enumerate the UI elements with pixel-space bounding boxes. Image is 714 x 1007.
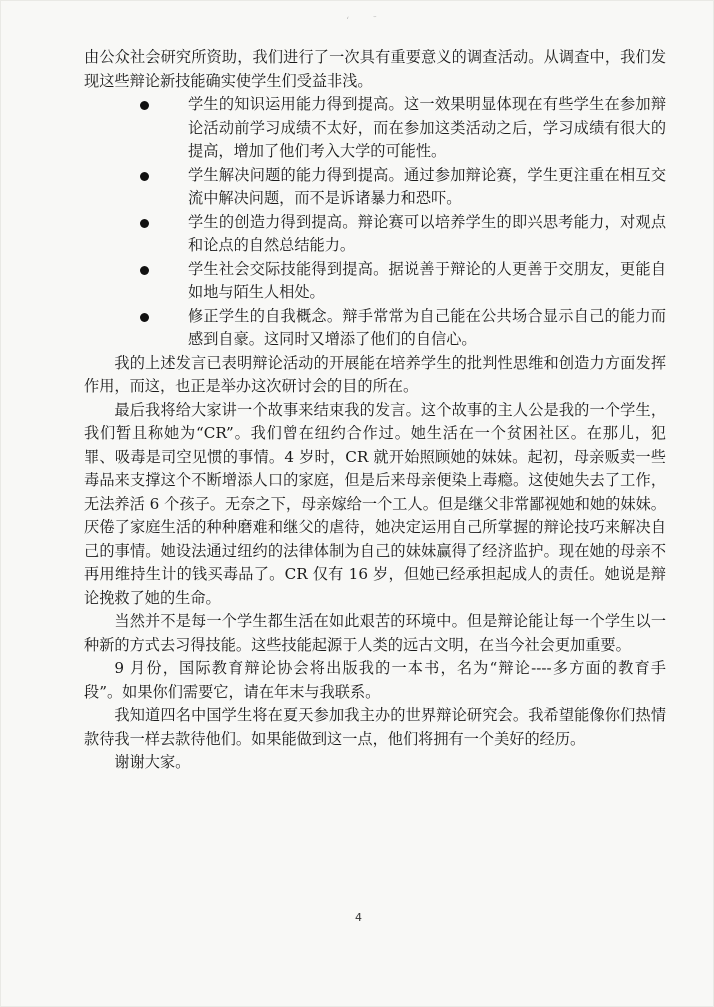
intro-paragraph: 由公众社会研究所资助，我们进行了一次具有重要意义的调查活动。从调查中，我们发现这些辩论新技能确实使学生们受益非浅。: [84, 48, 666, 90]
benefit-text-4: 学生社会交际技能得到提高。据说善于辩论的人更善于交朋友，更能自如地与陌生人相处。: [188, 259, 666, 301]
bullet-dot-icon: [140, 313, 149, 322]
benefit-item-5: [84, 305, 666, 352]
scan-mark: ‘ ˘: [346, 16, 388, 27]
page-number: 4: [355, 911, 362, 924]
paragraph-students: 我知道四名中国学生将在夏天参加我主办的世界辩论研究会。我希望能像你们热情款待我一样去款待他们。如果能做到这一点，他们将拥有一个美好的经历。: [84, 706, 666, 748]
document-body: [84, 46, 666, 775]
benefit-item-2: [84, 164, 666, 211]
benefit-text-5: 修正学生的自我概念。辩手常常为自己能在公共场合显示自己的能力而感到自豪。这同时又增添了他们的自信心。: [188, 306, 666, 348]
benefit-text-3: 学生的创造力得到提高。辩论赛可以培养学生的即兴思考能力，对观点和论点的自然总结能力。: [188, 212, 666, 254]
paragraph-summary: 我的上述发言已表明辩论活动的开展能在培养学生的批判性思维和创造力方面发挥作用，而这，也正是举办这次研讨会的目的所在。: [84, 353, 666, 395]
paragraph-thanks: 谢谢大家。: [114, 753, 191, 771]
benefit-item-1: [84, 93, 666, 164]
paragraph-skills: 当然并不是每一个学生都生活在如此艰苦的环境中。但是辩论能让每一个学生以一种新的方式去习得技能。这些技能起源于人类的远古文明，在当今社会更加重要。: [84, 612, 666, 654]
paragraph-story: 最后我将给大家讲一个故事来结束我的发言。这个故事的主人公是我的一个学生，我们暂且称她为“CR”。我们曾在纽约合作过。她生活在一个贫困社区。在那儿，犯罪、吸毒是司空见惯的事情。4 岁时，CR 就开始照顾她的妹妹。起初，母亲贩卖一些毒品来支撑这个不断增添人口的家庭，但是后来母亲便染上毒瘾。这使她失去了工作，无法养活 6 个孩子。无奈之下，母亲嫁给一个工人。但是继父非常鄙视她和她的妹妹。厌倦了家庭生活的种种磨难和继父的虐待，她决定运用自己所掌握的辩论技巧来解决自己的事情。她设法通过纽约的法律体制为自己的妹妹赢得了经济监护。现在她的母亲不再用维持生计的钱买毒品了。CR 仅有 16 岁，但她已经承担起成人的责任。她说是辩论挽救了她的生命。: [84, 400, 666, 607]
benefits-list: [84, 93, 666, 352]
benefit-text-2: 学生解决问题的能力得到提高。通过参加辩论赛，学生更注重在相互交流中解决问题，而不是诉诸暴力和恐吓。: [188, 165, 666, 207]
benefit-item-3: [84, 211, 666, 258]
benefit-item-4: [84, 258, 666, 305]
bullet-dot-icon: [140, 266, 149, 275]
bullet-dot-icon: [140, 219, 149, 228]
paragraph-book: 9 月份，国际教育辩论协会将出版我的一本书，名为“辩论----多方面的教育手段”。如果你们需要它，请在年末与我联系。: [84, 659, 666, 701]
benefit-text-1: 学生的知识运用能力得到提高。这一效果明显体现在有些学生在参加辩论活动前学习成绩不太好，而在参加这类活动之后，学习成绩有很大的提高，增加了他们考入大学的可能性。: [188, 95, 666, 160]
bullet-dot-icon: [140, 101, 149, 110]
bullet-dot-icon: [140, 172, 149, 181]
